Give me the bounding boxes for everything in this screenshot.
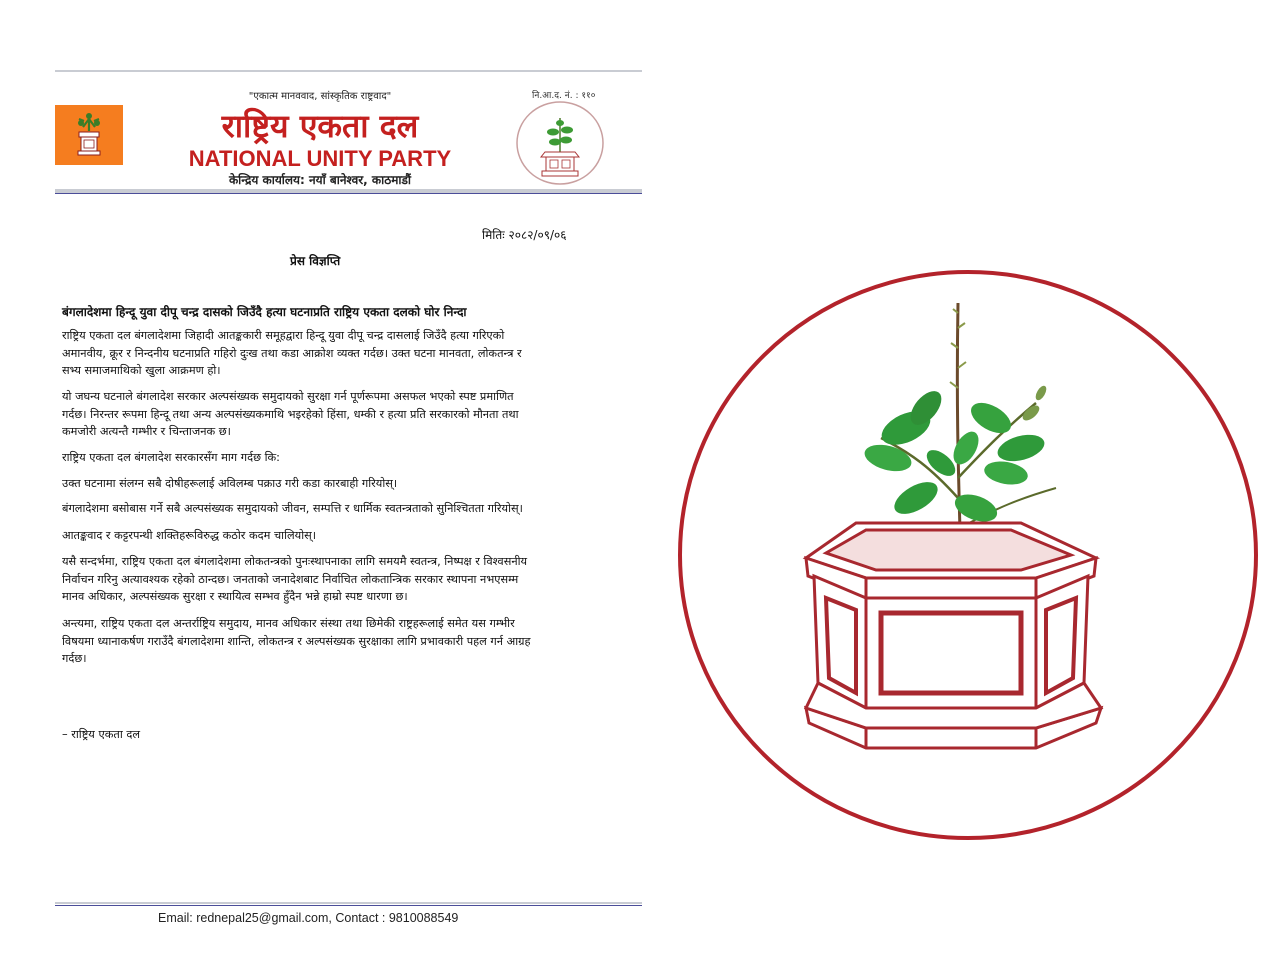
tulsi-pot-icon: [78, 113, 100, 155]
contact-info: Email: rednepal25@gmail.com, Contact : 9810088549: [158, 911, 459, 925]
paragraph-government-failure: [62, 388, 519, 441]
paragraph-line: गर्दछ।: [62, 652, 87, 665]
party-logo-orange: [55, 105, 123, 165]
paragraph-international-appeal: [62, 615, 531, 668]
paragraph-line: मानव अधिकार, अल्पसंख्यक सुरक्षा र स्थायित्व सम्भव हुँदैन भन्ने हाम्रो स्पष्ट धारणा छ।: [62, 590, 408, 603]
party-name-english: NATIONAL UNITY PARTY: [188, 146, 452, 171]
footer-divider-line: [55, 905, 642, 906]
signature: – राष्ट्रिय एकता दल: [62, 728, 140, 741]
demand-item-arrest: [62, 475, 397, 493]
paragraph-line: गर्दछ। निरन्तर रूपमा हिन्दू तथा अन्य अल्पसंख्यकमाथि भइरहेको हिंसा, धम्की र हत्या प्रति सरकारको मौनता तथा: [62, 407, 519, 421]
paragraph-line: कमजोरी अत्यन्तै गम्भीर र चिन्ताजनक छ।: [62, 425, 231, 438]
paragraph-line: अमानवीय, क्रूर र निन्दनीय घटनाप्रति गहिरो दुःख तथा कडा आक्रोश व्यक्त गर्दछ। उक्त घटना मानवता, लोकतन्त्र र: [62, 346, 522, 360]
paragraph-line: राष्ट्रिय एकता दल बंगलादेश सरकारसँग माग गर्दछ कि:: [62, 451, 280, 464]
paragraph-line: उक्त घटनामा संलग्न सबै दोषीहरूलाई अविलम्ब पक्राउ गरी कडा कारबाही गरियोस्।: [62, 477, 398, 490]
paragraph-line: बंगलादेशमा बसोबास गर्ने सबै अल्पसंख्यक समुदायको जीवन, सम्पत्ति र धार्मिक स्वतन्त्रताको सुनिश्चितता गरियोस्।: [62, 502, 523, 515]
registration-number: नि.आ.द. नं. : ११०: [532, 91, 596, 101]
footer-divider: [55, 902, 642, 904]
paragraph-elections: [62, 553, 527, 606]
press-release-headline: बंगलादेशमा हिन्दू युवा दीपू चन्द्र दासको जिउँदै हत्या घटनाप्रति राष्ट्रिय एकता दलको घोर निन्दा: [62, 305, 467, 319]
paragraph-line: विषयमा ध्यानाकर्षण गराउँदै बंगलादेशमा शान्ति, लोकतन्त्र र अल्पसंख्यक सुरक्षाका लागि प्रभावकारी पहल गर्न आग्रह: [62, 634, 531, 648]
paragraph-line: यो जघन्य घटनाले बंगलादेश सरकार अल्पसंख्यक समुदायको सुरक्षा गर्न पूर्णरूपमा असफल भएको स्पष्ट प्रमाणित: [62, 390, 514, 403]
party-emblem-large: [676, 268, 1260, 842]
header-band-line: [55, 193, 642, 194]
demand-item-minority-protection: [62, 500, 523, 518]
letter-date: मितिः २०८२/०९/०६: [482, 228, 567, 242]
pedestal-icon: [806, 523, 1101, 748]
party-emblem-small: [515, 100, 605, 190]
top-divider: [55, 70, 642, 72]
paragraph-line: सभ्य समाजमाथिको खुला आक्रमण हो।: [62, 364, 221, 377]
paragraph-line: यसै सन्दर्भमा, राष्ट्रिय एकता दल बंगलादेशमा लोकतन्त्रको पुनःस्थापनाका लागि समयमै स्वतन्त्र, निष्पक्ष र विश्वसनीय: [62, 555, 528, 568]
paragraph-line: निर्वाचन गरिनु अत्यावश्यक रहेको ठान्दछ। जनताको जनादेशबाट निर्वाचित लोकतान्त्रिक सरकार स्थापना नभएसम्म: [62, 572, 519, 586]
paragraph-line: आतङ्कवाद र कट्टरपन्थी शक्तिहरूविरुद्ध कठोर कदम चालियोस्।: [62, 529, 317, 542]
paragraph-line: अन्त्यमा, राष्ट्रिय एकता दल अन्तर्राष्ट्रिय समुदाय, मानव अधिकार संस्था तथा छिमेकी राष्ट्रहरूलाई समेत यस गम्भीर: [62, 617, 515, 630]
press-release-title: प्रेस विज्ञप्ति: [290, 254, 341, 268]
demand-item-counter-terrorism: [62, 527, 316, 545]
party-tagline: "एकात्म मानववाद, सांस्कृतिक राष्ट्रवाद": [248, 91, 392, 102]
central-office-address: केन्द्रिय कार्यालय: नयाँ बानेश्वर, काठमाडौं: [228, 173, 412, 187]
paragraph-line: राष्ट्रिय एकता दल बंगलादेशमा जिहादी आतङ्ककारी समूहद्वारा हिन्दू युवा दीपू चन्द्र दासलाई जिउँदै हत्या गरिएको: [62, 329, 505, 342]
party-name-nepali: राष्ट्रिय एकता दल: [221, 107, 419, 145]
paragraph-condemnation: [62, 327, 522, 380]
paragraph-demands-intro: [62, 449, 280, 467]
